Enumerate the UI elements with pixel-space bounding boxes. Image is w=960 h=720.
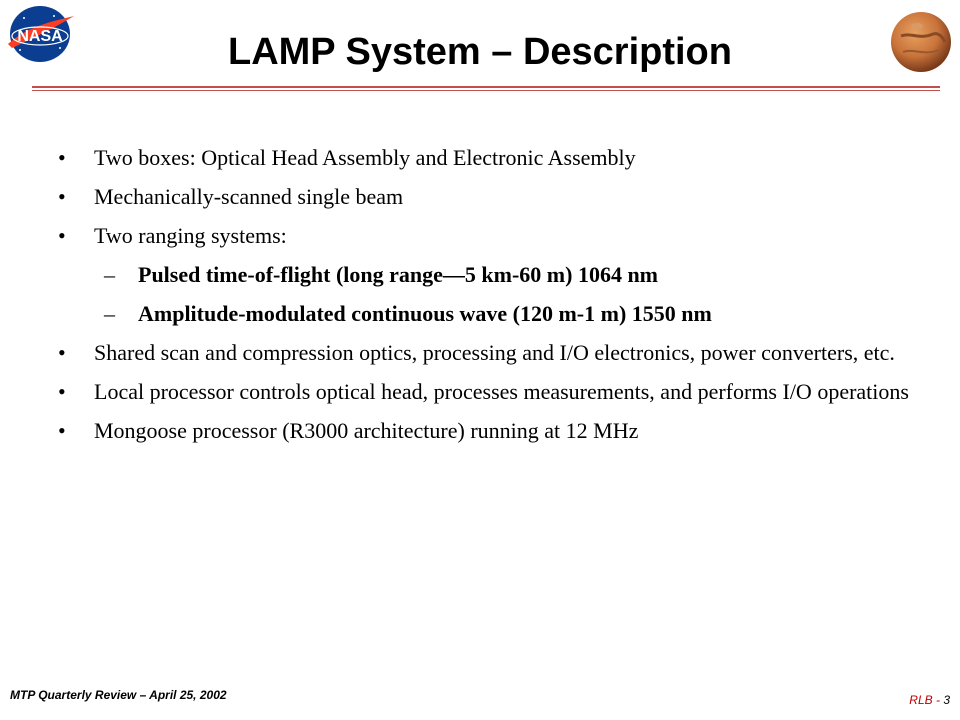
sub-bullet-text: Pulsed time-of-flight (long range—5 km-60 m) 1064 nm bbox=[138, 262, 659, 287]
bullet-marker: • bbox=[58, 184, 66, 209]
mars-planet-icon bbox=[889, 10, 953, 74]
nasa-logo-text: NASA bbox=[17, 28, 63, 45]
bullet-text: Mongoose processor (R3000 architecture) running at 12 MHz bbox=[94, 418, 639, 443]
list-item bbox=[58, 377, 938, 406]
dash-marker: – bbox=[104, 301, 115, 326]
bullet-text: Two ranging systems: bbox=[94, 223, 287, 248]
bullet-marker: • bbox=[58, 418, 66, 443]
sub-bullet-text: Amplitude-modulated continuous wave (120 m-1 m) 1550 nm bbox=[138, 301, 712, 326]
page-number: 3 bbox=[943, 693, 950, 707]
title-divider-thin bbox=[32, 90, 940, 91]
bullet-text: Shared scan and compression optics, processing and I/O electronics, power converters, etc. bbox=[94, 340, 895, 365]
bullet-marker: • bbox=[58, 145, 66, 170]
sub-list-item bbox=[58, 299, 938, 328]
footer-author: RLB - bbox=[909, 693, 940, 707]
title-divider bbox=[32, 86, 940, 88]
bullet-text: Local processor controls optical head, processes measurements, and performs I/O operations bbox=[94, 379, 909, 404]
bullet-marker: • bbox=[58, 379, 66, 404]
list-item bbox=[58, 143, 938, 172]
list-item bbox=[58, 221, 938, 250]
bullet-text: Two boxes: Optical Head Assembly and Electronic Assembly bbox=[94, 145, 636, 170]
slide-title: LAMP System – Description bbox=[227, 31, 732, 73]
bullet-text: Mechanically-scanned single beam bbox=[94, 184, 404, 209]
footer-page-info bbox=[909, 693, 950, 707]
bullet-marker: • bbox=[58, 223, 66, 248]
bullet-marker: • bbox=[58, 340, 66, 365]
list-item bbox=[58, 182, 938, 211]
bullet-list bbox=[58, 143, 938, 455]
sub-list-item bbox=[58, 260, 938, 289]
list-item bbox=[58, 416, 938, 445]
dash-marker: – bbox=[104, 262, 115, 287]
list-item bbox=[58, 338, 938, 367]
footer-meeting-date: MTP Quarterly Review – April 25, 2002 bbox=[10, 688, 227, 702]
